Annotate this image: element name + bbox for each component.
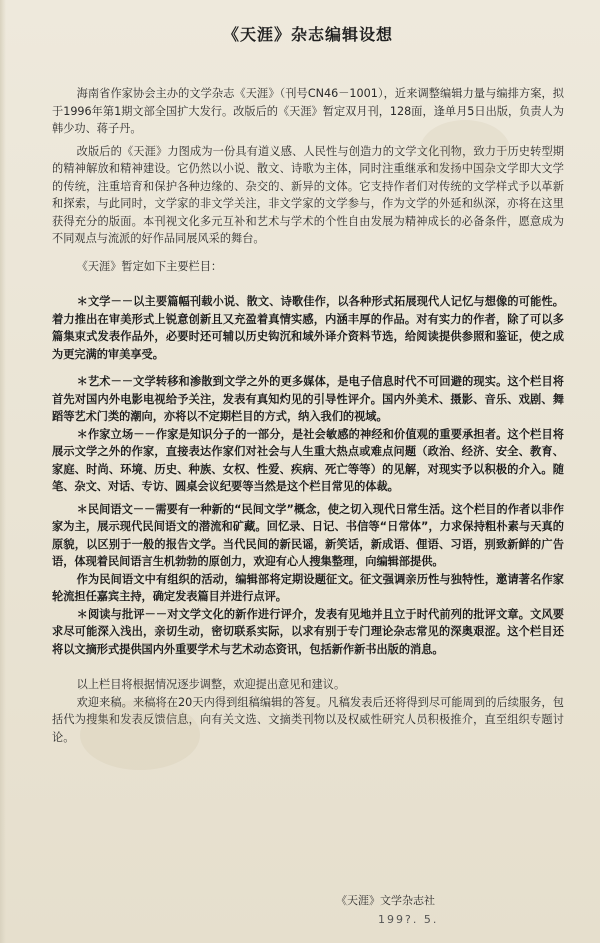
column-literature: ＊文学－－以主要篇幅刊载小说、散文、诗歌佳作，以各种形式拓展现代人记忆与想像的可能性。着力推出在审美形式上锐意创新且又充盈着真情实感，内涵丰厚的作品。对有实力的作者，除了可以多篇集束式发表作品外，必要时还可辅以历史钩沉和域外译介资料节选，给阅读提供参照和鉴证，使之成为更完满的审美享受。 xyxy=(52,295,564,361)
paragraph-submission-call: 欢迎来稿。来稿将在20天内得到组稿编辑的答复。凡稿发表后还将得到尽可能周到的后续服务，包括代为搜集和发表反馈信息，向有关文选、文摘类刊物以及权威性研究人员积极推介，直至组织专题讨论。 xyxy=(52,695,564,744)
paragraph-essay-contest: 作为民间语文中有组织的活动，编辑部将定期设题征文。征文强调亲历性与独特性，邀请著名作家轮流担任嘉宾主持，确定发表篇目并进行点评。 xyxy=(52,572,564,603)
publisher-signature: 《天涯》文学杂志社 xyxy=(336,894,435,907)
column-folk-language: ＊民间语文－－需要有一种新的“民间文学”概念，使之切入现代日常生活。这个栏目的作者以非作家为主，展示现代民间语文的潜流和矿藏。回忆录、日记、书信等“日常体”，力求保持粗朴素与天真的原貌，以区别于一般的报告文学。当代民间的新民谣，新笑话，新成语、俚语、习语，别致新鲜的广告语，体现着民间语言生机勃勃的原创力，欢迎有心人搜集整理，向编辑部提供。 xyxy=(52,502,564,568)
column-reading-criticism: ＊阅读与批评－－对文学文化的新作进行评介，发表有见地并且立于时代前列的批评文章。文风要求尽可能深入浅出，亲切生动，密切联系实际，以求有别于专门理论杂志常见的深奥艰涩。这个栏目还将以文摘形式提供国内外重要学术与艺术动态资讯，包括新作新书出版的消息。 xyxy=(52,607,564,656)
paragraph-positioning: 改版后的《天涯》力图成为一份具有道义感、人民性与创造力的文学文化刊物，致力于历史转型期的精神解放和精神建设。它仍然以小说、散文、诗歌为主体，同时注重继承和发扬中国杂文学即大文学的传统，注重培育和保护各种边缘的、杂交的、新异的文体。它支持作者们对传统的文学样式予以革新和探索，与此同时，文学家的非文学关注，非文学家的文学参与，作为文学的外延和纵深，亦将在这里获得充分的版面。本刊视文化多元互补和艺术与学术的个性自由发展为精神成长的必备条件，愿意成为不同观点与流派的好作品同展风采的舞台。 xyxy=(52,144,564,245)
column-art: ＊艺术－－文学转移和渗散到文学之外的更多媒体，是电子信息时代不可回避的现实。这个栏目将首先对国内外电影电视给予关注，发表有真知灼见的引导性评介。国内外美术、摄影、音乐、戏剧、舞蹈等艺术门类的潮向，亦将以不定期栏目的方式，纳入我们的视域。 xyxy=(52,375,564,423)
paper-stain xyxy=(80,700,200,770)
paragraph-intro: 海南省作家协会主办的文学杂志《天涯》（刊号CN46－1001），近来调整编辑力量与编排方案，拟于1996年第1期文部全国扩大发行。改版后的《天涯》暂定双月刊，128面，逢单月5日出版，负责人为韩少功、蒋子丹。 xyxy=(52,87,564,135)
paragraph-adjustment-note: 以上栏目将根据情况逐步调整，欢迎提出意见和建议。 xyxy=(76,678,346,691)
document-title: 《天涯》杂志编辑设想 xyxy=(222,25,393,44)
column-writer-stance: ＊作家立场－－作家是知识分子的一部分，是社会敏感的神经和价值观的重要承担者。这个栏目将展示文学之外的作家，直接表达作家们对社会与人生重大热点或难点问题（政治、经济、安全、教育、家庭、时尚、环境、历史、种族、女权、性爱、疾病、死亡等等）的见解，对现实予以积极的介入。随笔、杂文、对话、专访、圆桌会议纪要等当然是这个栏目常见的体裁。 xyxy=(52,427,564,493)
paragraph-columns-heading: 《天涯》暂定如下主要栏目： xyxy=(76,259,223,273)
columns-section xyxy=(52,293,564,658)
paper-stain xyxy=(420,120,510,180)
signature-date: 199?. 5. xyxy=(378,913,439,926)
